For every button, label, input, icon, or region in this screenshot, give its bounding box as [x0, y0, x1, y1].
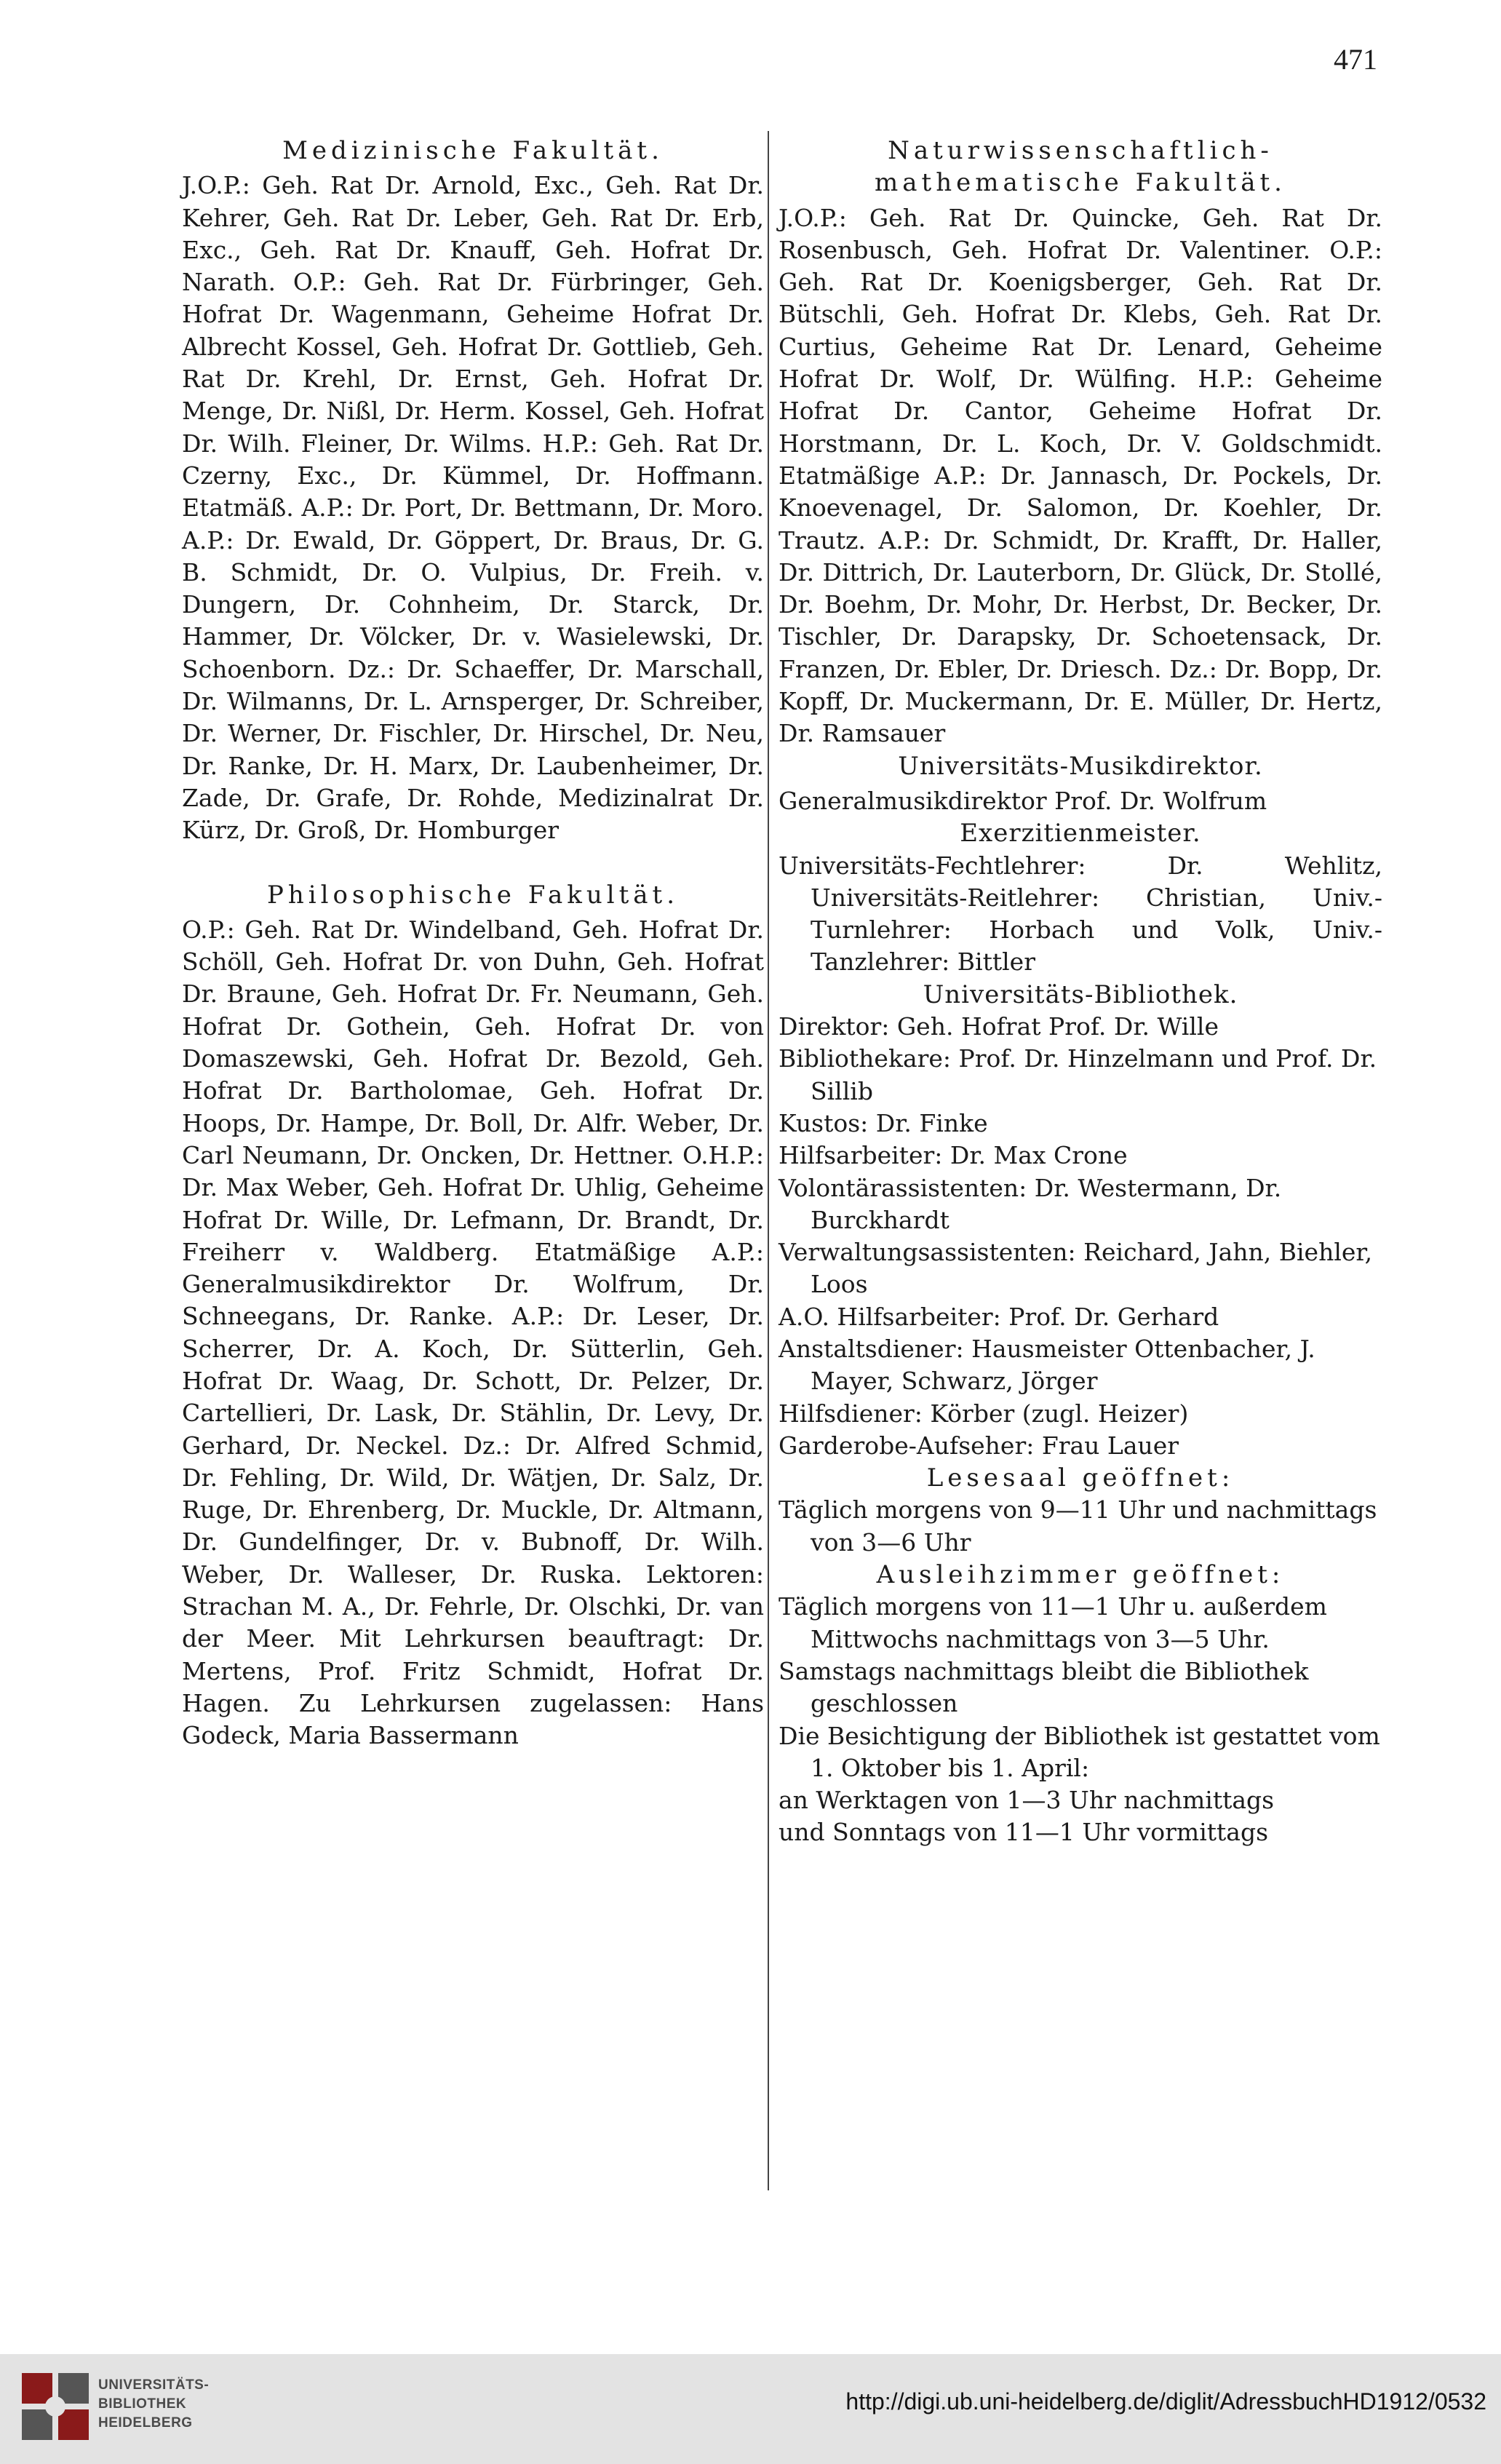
library-entry-auxiliary-staff: Hilfsdiener: Körber (zugl. Heizer)	[779, 1399, 1189, 1428]
medical-faculty-heading: Medizinische Fakultät.	[282, 136, 664, 165]
library-entry-librarians: Bibliothekare: Prof. Dr. Hinzelmann und Prof. Dr. Sillib	[779, 1044, 1377, 1105]
science-faculty-heading: Naturwissenschaftlich-mathematische Fakultät.	[875, 136, 1286, 198]
section-gap	[182, 847, 764, 879]
exercise-master-body: Universitäts-Fechtlehrer: Dr. Wehlitz, Universitäts-Reitlehrer: Christian, Univ.-Turnlehrer: Horbach und Volk, Univ.-Tanzlehrer: Bittler	[779, 851, 1382, 977]
page-number: 471	[1334, 43, 1377, 76]
library-entries	[779, 1011, 1382, 1462]
reading-room-hours: Täglich morgens von 9—11 Uhr und nachmittags von 3—6 Uhr	[779, 1495, 1377, 1557]
music-director-body: Generalmusikdirektor Prof. Dr. Wolfrum	[779, 786, 1267, 815]
philosophy-faculty-heading: Philosophische Fakultät.	[266, 880, 680, 910]
library-entry-volunteers: Volontärassistenten: Dr. Westermann, Dr. Burckhardt	[779, 1173, 1282, 1234]
library-entry-institution-staff: Anstaltsdiener: Hausmeister Ottenbacher, J. Mayer, Schwarz, Jörger	[779, 1334, 1315, 1396]
footer-bar	[0, 2354, 1501, 2464]
library-entry-director: Direktor: Geh. Hofrat Prof. Dr. Wille	[779, 1012, 1219, 1041]
library-heading: Universitäts-Bibliothek.	[923, 979, 1238, 1009]
reading-room-heading: Lesesaal geöffnet:	[926, 1463, 1235, 1493]
logo-line: HEIDELBERG	[98, 2415, 193, 2431]
source-url-link[interactable]: http://digi.ub.uni-heidelberg.de/diglit/AdressbuchHD1912/0532	[845, 2388, 1486, 2415]
logo-line: BIBLIOTHEK	[98, 2396, 187, 2412]
visit-permission: Die Besichtigung der Bibliothek ist gestattet vom 1. Oktober bis 1. April:	[779, 1721, 1380, 1782]
logo-line: UNIVERSITÄTS-	[98, 2377, 210, 2393]
exercise-master-heading: Exerzitienmeister.	[960, 819, 1201, 849]
university-library-logo-icon	[22, 2373, 89, 2440]
column-divider	[768, 131, 769, 2190]
left-column	[182, 135, 764, 1752]
lending-room-heading: Ausleihzimmer geöffnet:	[876, 1560, 1285, 1590]
right-column	[779, 135, 1382, 1849]
library-entry-assistant: Hilfsarbeiter: Dr. Max Crone	[779, 1141, 1128, 1170]
medical-faculty-body: J.O.P.: Geh. Rat Dr. Arnold, Exc., Geh. Rat Dr. Kehrer, Geh. Rat Dr. Leber, Geh. Rat Dr. Erb, Exc., Geh. Rat Dr. Knauff, Geh. Hofrat Dr. Narath. O.P.: Geh. Rat Dr. Fürbringer, Geh. Hofrat Dr. Wagenmann, Geheime Hofrat Dr. Albrecht Kossel, Geh. Hofrat Dr. Gottlieb, Geh. Rat Dr. Krehl, Dr. Ernst, Geh. Hofrat Dr. Menge, Dr. Nißl, Dr. Herm. Kossel, Geh. Hofrat Dr. Wilh. Fleiner, Dr. Wilms. H.P.: Geh. Rat Dr. Czerny, Exc., Dr. Kümmel, Dr. Hoffmann. Etatmäß. A.P.: Dr. Port, Dr. Bettmann, Dr. Moro. A.P.: Dr. Ewald, Dr. Göppert, Dr. Braus, Dr. G. B. Schmidt, Dr. O. Vulpius, Dr. Freih. v. Dungern, Dr. Cohnheim, Dr. Starck, Dr. Hammer, Dr. Völcker, Dr. v. Wasielewski, Dr. Schoenborn. Dz.: Dr. Schaeffer, Dr. Marschall, Dr. Wilmanns, Dr. L. Arnsperger, Dr. Schreiber, Dr. Werner, Dr. Fischler, Dr. Hirschel, Dr. Neu, Dr. Ranke, Dr. H. Marx, Dr. Laubenheimer, Dr. Zade, Dr. Grafe, Dr. Rohde, Medizinalrat Dr. Kürz, Dr. Groß, Dr. Homburger	[182, 171, 764, 845]
visit-hours-sundays: und Sonntags von 11—1 Uhr vormittags	[779, 1818, 1269, 1847]
logo-text	[98, 2376, 244, 2433]
philosophy-faculty-body: O.P.: Geh. Rat Dr. Windelband, Geh. Hofrat Dr. Schöll, Geh. Hofrat Dr. von Duhn, Geh. Hofrat Dr. Braune, Geh. Hofrat Dr. Fr. Neumann, Geh. Hofrat Dr. Gothein, Geh. Hofrat Dr. von Domaszewski, Geh. Hofrat Dr. Bezold, Geh. Hofrat Dr. Bartholomae, Geh. Hofrat Dr. Hoops, Dr. Hampe, Dr. Boll, Dr. Alfr. Weber, Dr. Carl Neumann, Dr. Oncken, Dr. Hettner. O.H.P.: Dr. Max Weber, Geh. Hofrat Dr. Uhlig, Geheime Hofrat Dr. Wille, Dr. Lefmann, Dr. Brandt, Dr. Freiherr v. Waldberg. Etatmäßige A.P.: Generalmusikdirektor Dr. Wolfrum, Dr. Schneegans, Dr. Ranke. A.P.: Dr. Leser, Dr. Scherrer, Dr. A. Koch, Dr. Sütterlin, Geh. Hofrat Dr. Waag, Dr. Schott, Dr. Pelzer, Dr. Cartellieri, Dr. Lask, Dr. Stählin, Dr. Levy, Dr. Gerhard, Dr. Neckel. Dz.: Dr. Alfred Schmid, Dr. Fehling, Dr. Wild, Dr. Wätjen, Dr. Salz, Dr. Ruge, Dr. Ehrenberg, Dr. Muckle, Dr. Altmann, Dr. Gundelfinger, Dr. v. Bubnoff, Dr. Wilh. Weber, Dr. Walleser, Dr. Ruska. Lektoren: Strachan M. A., Dr. Fehrle, Dr. Olschki, Dr. van der Meer. Mit Lehrkursen beauftragt: Dr. Mertens, Prof. Fritz Schmidt, Hofrat Dr. Hagen. Zu Lehrkursen zugelassen: Hans Godeck, Maria Bassermann	[182, 915, 764, 1750]
library-entry-cloakroom: Garderobe-Aufseher: Frau Lauer	[779, 1431, 1179, 1460]
science-faculty-body: J.O.P.: Geh. Rat Dr. Quincke, Geh. Rat Dr. Rosenbusch, Geh. Hofrat Dr. Valentiner. O.P.: Geh. Rat Dr. Koenigsberger, Geh. Rat Dr. Bütschli, Geh. Hofrat Dr. Klebs, Geh. Rat Dr. Curtius, Geheime Rat Dr. Lenard, Geheime Hofrat Dr. Wolf, Dr. Wülfing. H.P.: Geheime Hofrat Dr. Cantor, Geheime Hofrat Dr. Horstmann, Dr. L. Koch, Dr. V. Goldschmidt. Etatmäßige A.P.: Dr. Jannasch, Dr. Pockels, Dr. Knoevenagel, Dr. Salomon, Dr. Koehler, Dr. Trautz. A.P.: Dr. Schmidt, Dr. Krafft, Dr. Haller, Dr. Dittrich, Dr. Lauterborn, Dr. Glück, Dr. Stollé, Dr. Boehm, Dr. Mohr, Dr. Herbst, Dr. Becker, Dr. Tischler, Dr. Darapsky, Dr. Schoetensack, Dr. Franzen, Dr. Ebler, Dr. Driesch. Dz.: Dr. Bopp, Dr. Kopff, Dr. Muckermann, Dr. E. Müller, Dr. Hertz, Dr. Ramsauer	[779, 203, 1382, 748]
visit-hours-weekdays: an Werktagen von 1—3 Uhr nachmittags	[779, 1786, 1275, 1815]
library-entry-custodian: Kustos: Dr. Finke	[779, 1108, 988, 1137]
lending-room-hours: Täglich morgens von 11—1 Uhr u. außerdem Mittwochs nachmittags von 3—5 Uhr.	[779, 1592, 1327, 1653]
library-entry-admin-assistants: Verwaltungsassistenten: Reichard, Jahn, Biehler, Loos	[779, 1238, 1373, 1299]
saturday-closure: Samstags nachmittags bleibt die Bibliothek geschlossen	[779, 1656, 1309, 1718]
library-entry-ao-assistant: A.O. Hilfsarbeiter: Prof. Dr. Gerhard	[779, 1302, 1219, 1331]
music-director-heading: Universitäts-Musikdirektor.	[898, 751, 1263, 781]
